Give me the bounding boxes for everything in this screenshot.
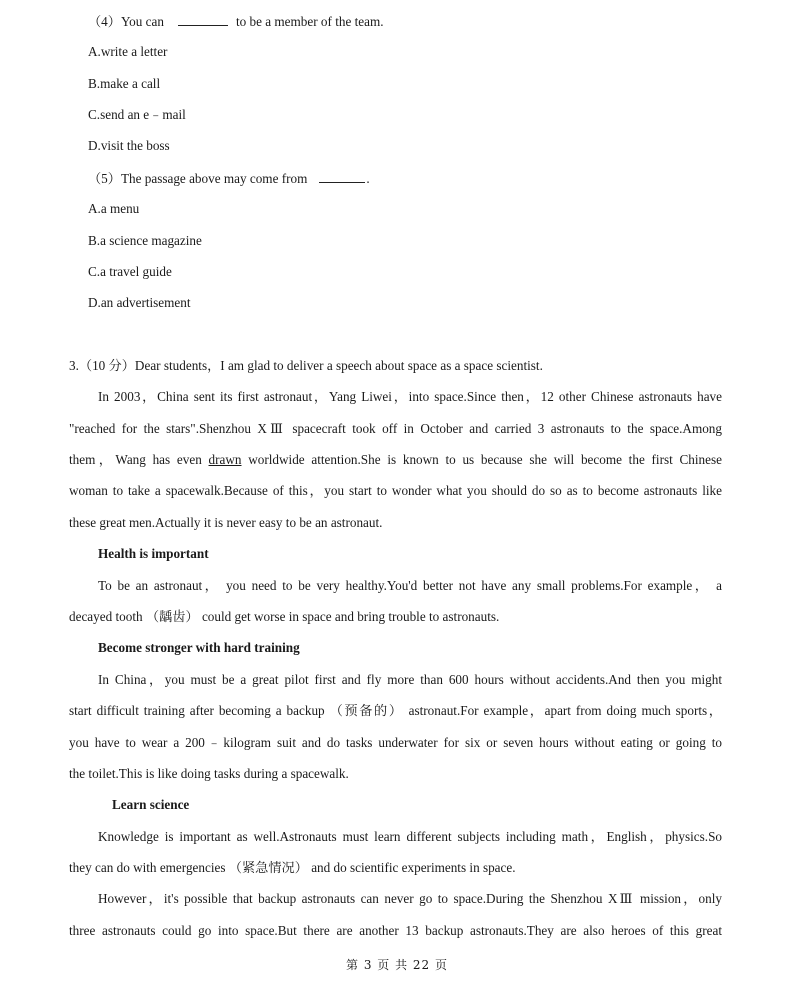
question-4-stem bbox=[88, 13, 384, 30]
option-a: A.write a letter bbox=[88, 44, 168, 59]
paragraph-line: woman to take a spacewalk.Because of this，you start to wonder what you should do so as to become astronauts like bbox=[69, 483, 722, 498]
text: them，Wang has even bbox=[69, 452, 202, 467]
option-d: D.an advertisement bbox=[88, 295, 191, 310]
option-a: A.a menu bbox=[88, 201, 140, 216]
section-heading: Learn science bbox=[112, 797, 190, 812]
paragraph-line: In China，you must be a great pilot first and fly more than 600 hours without accidents.And then you might bbox=[98, 672, 722, 687]
paragraph-line: "reached for the stars".Shenzhou XⅢ spacecraft took off in October and carried 3 astronauts to the space.Among bbox=[69, 421, 722, 436]
question-number: （4） bbox=[88, 14, 121, 29]
page-footer: 第 3 页 共 22 页 bbox=[346, 958, 448, 972]
paragraph-line: In 2003，China sent its first astronaut，Yang Liwei，into space.Since then，12 other Chinese astronauts have bbox=[98, 389, 722, 404]
question-number: （5） bbox=[88, 171, 121, 186]
option-d: D.visit the boss bbox=[88, 138, 170, 153]
stem-text: The passage above may come from bbox=[120, 171, 308, 186]
question-3-header: 3.（10 分）Dear students，I am glad to deliver a speech about space as a space scientist. bbox=[69, 358, 543, 373]
paragraph-line: However，it's possible that backup astronauts can never go to space.During the Shenzhou XⅢ mission，only bbox=[98, 891, 722, 906]
paragraph-line: Knowledge is important as well.Astronauts must learn different subjects including math，English，physics.So bbox=[98, 829, 722, 844]
stem-text: . bbox=[366, 171, 370, 186]
answer-blank bbox=[178, 13, 228, 26]
text: worldwide attention.She is known to us because she will become the first Chinese bbox=[248, 452, 722, 467]
paragraph-line: three astronauts could go into space.But there are another 13 backup astronauts.They are also heroes of this great bbox=[69, 923, 722, 938]
option-c: C.send an e﹣mail bbox=[88, 107, 186, 122]
stem-text: to be a member of the team. bbox=[235, 14, 384, 29]
stem-text: You can bbox=[120, 14, 164, 29]
answer-blank bbox=[319, 170, 365, 183]
option-b: B.a science magazine bbox=[88, 233, 202, 248]
section-heading: Become stronger with hard training bbox=[98, 640, 300, 655]
paragraph-line: start difficult training after becoming a backup （预备的） astronaut.For example，apart from doing much sports， bbox=[69, 703, 722, 718]
paragraph-line: these great men.Actually it is never easy to be an astronaut. bbox=[69, 515, 383, 530]
section-heading: Health is important bbox=[98, 546, 209, 561]
paragraph-line: decayed tooth （龋齿） could get worse in space and bring trouble to astronauts. bbox=[69, 609, 500, 624]
option-c: C.a travel guide bbox=[88, 264, 172, 279]
paragraph-line: the toilet.This is like doing tasks during a spacewalk. bbox=[69, 766, 349, 781]
option-b: B.make a call bbox=[88, 76, 161, 91]
paragraph-line: you have to wear a 200﹣kilogram suit and do tasks underwater for six or seven hours without eating or going to bbox=[69, 735, 722, 750]
underlined-word: drawn bbox=[208, 452, 242, 467]
question-5-stem bbox=[88, 170, 370, 187]
paragraph-line: To be an astronaut， you need to be very healthy.You'd better not have any small problems.For example， a bbox=[98, 578, 722, 593]
paragraph-line: they can do with emergencies （紧急情况） and do scientific experiments in space. bbox=[69, 860, 516, 875]
paragraph-line bbox=[69, 452, 722, 468]
